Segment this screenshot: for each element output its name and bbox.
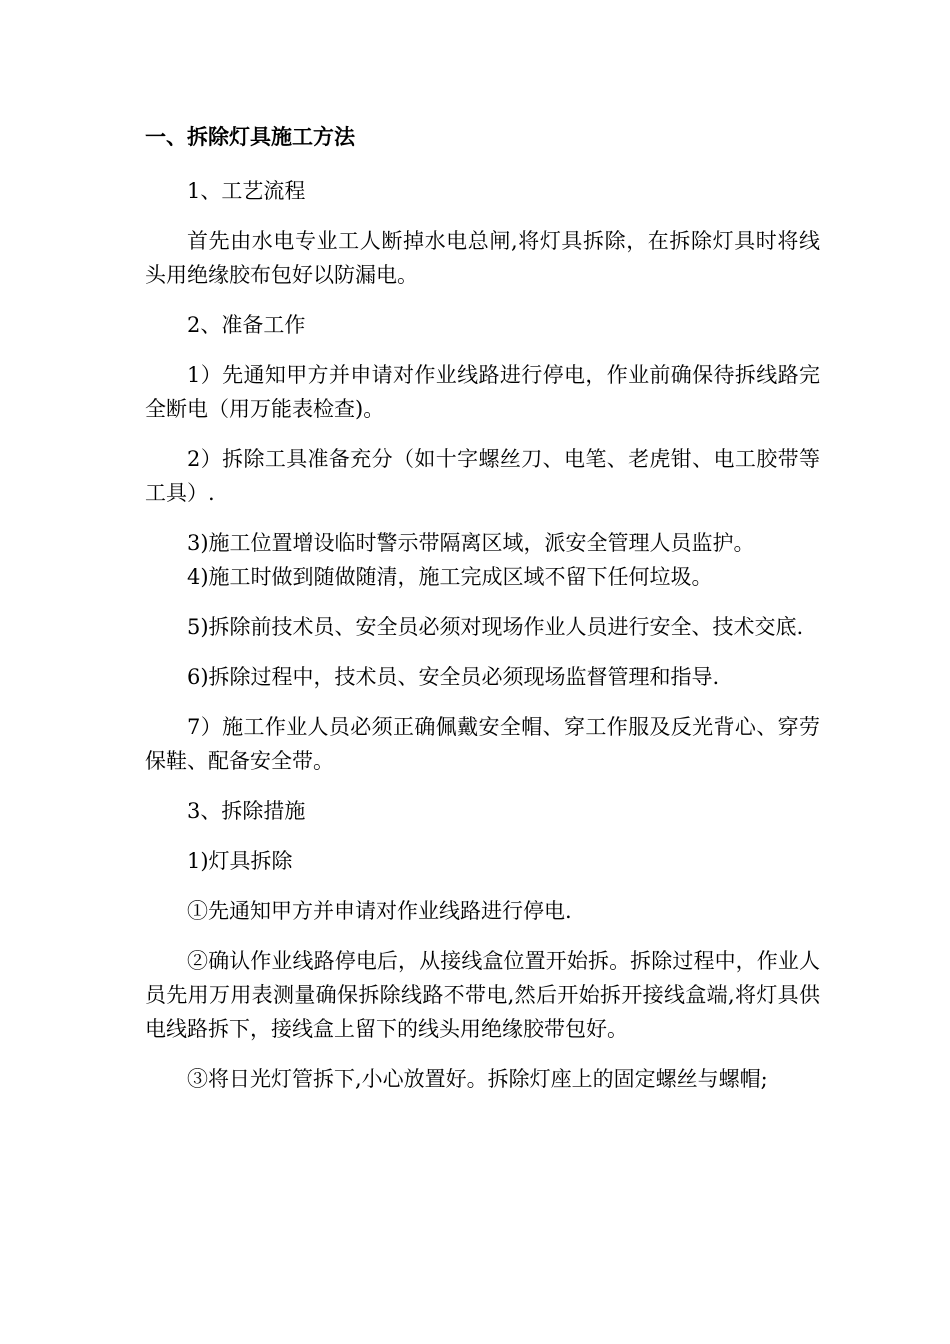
step-item: ③将日光灯管拆下,小心放置好。拆除灯座上的固定螺丝与螺帽; (187, 1067, 768, 1091)
subsection-item-title: 1)灯具拆除 (187, 849, 293, 873)
section-heading: 一、拆除灯具施工方法 (145, 125, 355, 149)
paragraph: 首先由水电专业工人断掉水电总闸,将灯具拆除，在拆除灯具时将线头用绝缘胶布包好以防漏电。 (145, 229, 820, 287)
list-item: 6)拆除过程中，技术员、安全员必须现场监督管理和指导. (187, 665, 720, 689)
list-item: 1）先通知甲方并申请对作业线路进行停电，作业前确保待拆线路完全断电（用万能表检查)。 (145, 363, 820, 421)
document-body (145, 120, 820, 1112)
list-item: 3)施工位置增设临时警示带隔离区域，派安全管理人员监护。 (187, 531, 755, 555)
list-item: 2）拆除工具准备充分（如十字螺丝刀、电笔、老虎钳、电工胶带等工具）. (145, 447, 820, 505)
list-item: 7）施工作业人员必须正确佩戴安全帽、穿工作服及反光背心、穿劳保鞋、配备安全带。 (145, 715, 820, 773)
subsection-title: 2、准备工作 (187, 313, 306, 337)
list-item: 5)拆除前技术员、安全员必须对现场作业人员进行安全、技术交底. (187, 615, 804, 639)
subsection-title: 3、拆除措施 (187, 799, 306, 823)
subsection-title: 1、工艺流程 (187, 179, 306, 203)
step-item: ①先通知甲方并申请对作业线路进行停电. (187, 899, 572, 923)
step-item: ②确认作业线路停电后，从接线盒位置开始拆。拆除过程中，作业人员先用万用表测量确保拆除线路不带电,然后开始拆开接线盒端,将灯具供电线路拆下，接线盒上留下的线头用绝缘胶带包好。 (145, 949, 820, 1041)
list-item: 4)施工时做到随做随清，施工完成区域不留下任何垃圾。 (187, 565, 713, 589)
